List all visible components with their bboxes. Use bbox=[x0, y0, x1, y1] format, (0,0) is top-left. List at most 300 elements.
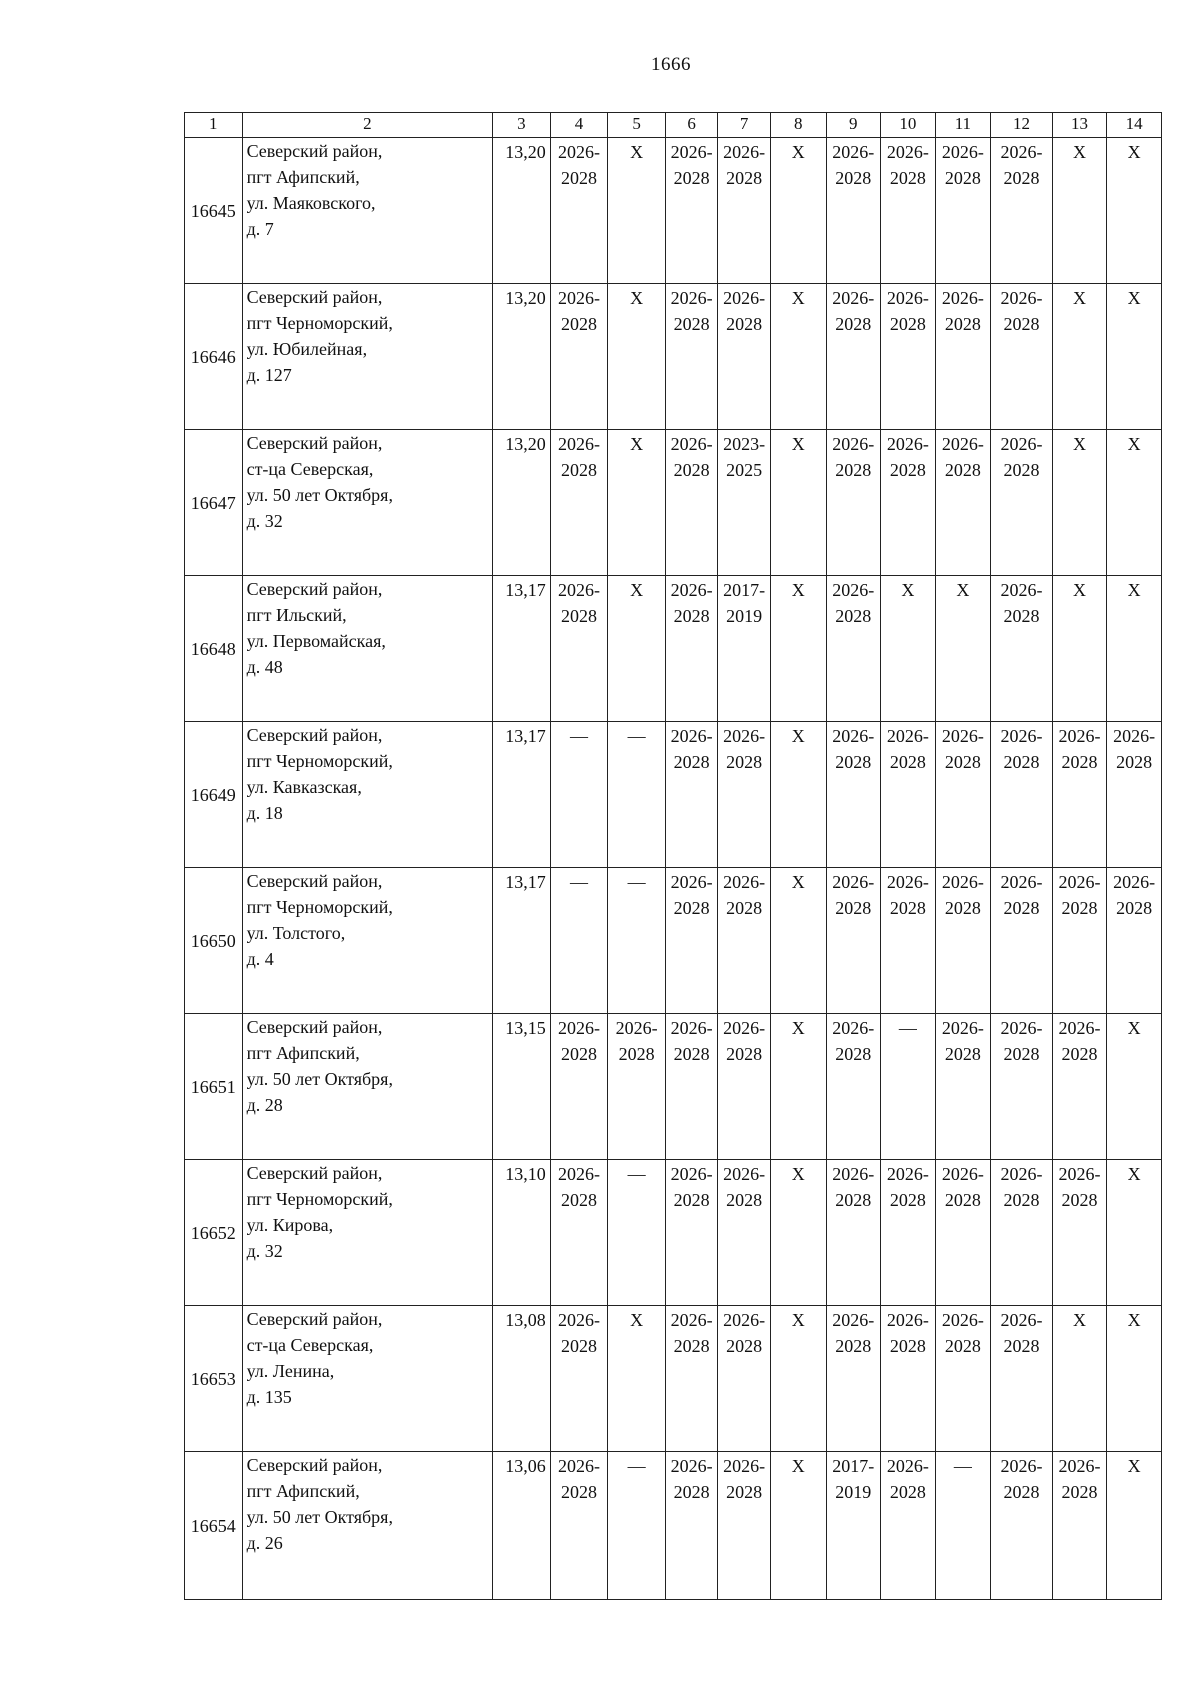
period-line: 2026- bbox=[832, 142, 875, 162]
period-line: Х bbox=[791, 726, 805, 746]
period-cell bbox=[608, 722, 666, 868]
table-row bbox=[185, 722, 1162, 868]
address-line: Северский район, bbox=[246, 871, 383, 891]
period-cell bbox=[881, 1306, 936, 1452]
address-line: ул. Первомайская, bbox=[246, 631, 386, 651]
period-line: 2028 bbox=[673, 1044, 710, 1064]
address-line: Северский район, bbox=[246, 725, 383, 745]
period-line: 2028 bbox=[726, 752, 763, 772]
period-line: 2028 bbox=[673, 460, 710, 480]
period-line: 2026- bbox=[723, 872, 766, 892]
period-line: 2028 bbox=[1061, 898, 1098, 918]
period-line: 2026- bbox=[558, 580, 600, 600]
table-row bbox=[185, 284, 1162, 430]
period-line: 2026- bbox=[1058, 1018, 1101, 1038]
period-line: 2026- bbox=[1058, 872, 1101, 892]
record-number: 16647 bbox=[185, 430, 243, 576]
table-row bbox=[185, 138, 1162, 284]
period-line: 2028 bbox=[1003, 1336, 1040, 1356]
address-cell bbox=[242, 1306, 493, 1452]
address-line: д. 32 bbox=[246, 1241, 283, 1261]
period-line: 2028 bbox=[835, 460, 872, 480]
period-line: 2026- bbox=[832, 434, 875, 454]
period-line: 2026- bbox=[1058, 1456, 1101, 1476]
period-line: 2026- bbox=[558, 434, 600, 454]
period-cell bbox=[881, 284, 936, 430]
period-line: 2026- bbox=[670, 872, 713, 892]
period-cell bbox=[550, 576, 608, 722]
period-cell bbox=[1052, 1452, 1107, 1600]
period-cell bbox=[550, 722, 608, 868]
period-cell bbox=[608, 284, 666, 430]
registry-table bbox=[184, 112, 1162, 1600]
period-cell bbox=[826, 576, 881, 722]
period-cell bbox=[1052, 1014, 1107, 1160]
period-cell bbox=[935, 1306, 991, 1452]
period-line: 2028 bbox=[944, 460, 981, 480]
value-cell: 13,17 bbox=[493, 722, 551, 868]
period-line: 2028 bbox=[1003, 460, 1040, 480]
period-line: 2026- bbox=[886, 1310, 929, 1330]
value-cell: 13,06 bbox=[493, 1452, 551, 1600]
period-line: — bbox=[570, 726, 588, 746]
period-line: 2028 bbox=[835, 1336, 872, 1356]
period-line: 2028 bbox=[889, 1190, 926, 1210]
period-line: 2026- bbox=[941, 434, 984, 454]
address-line: ул. Маяковского, bbox=[246, 193, 376, 213]
period-line: Х bbox=[901, 580, 915, 600]
period-cell bbox=[718, 576, 771, 722]
period-line: 2028 bbox=[673, 898, 710, 918]
period-line: 2026- bbox=[670, 1456, 713, 1476]
address-line: д. 4 bbox=[246, 949, 274, 969]
address-line: д. 135 bbox=[246, 1387, 292, 1407]
record-number: 16650 bbox=[185, 868, 243, 1014]
period-line: 2026- bbox=[670, 1310, 713, 1330]
period-line: 2028 bbox=[673, 314, 710, 334]
column-header: 4 bbox=[550, 113, 608, 138]
address-cell bbox=[242, 722, 493, 868]
period-line: — bbox=[570, 872, 588, 892]
period-line: 2028 bbox=[561, 1336, 597, 1356]
period-cell bbox=[608, 1452, 666, 1600]
address-cell bbox=[242, 284, 493, 430]
period-line: 2028 bbox=[1061, 1482, 1098, 1502]
value-cell: 13,15 bbox=[493, 1014, 551, 1160]
period-cell bbox=[881, 1452, 936, 1600]
period-cell bbox=[665, 1306, 718, 1452]
address-line: ст-ца Северская, bbox=[246, 459, 374, 479]
period-line: 2028 bbox=[1061, 752, 1098, 772]
address-line: д. 7 bbox=[246, 219, 274, 239]
period-cell bbox=[935, 430, 991, 576]
record-number: 16652 bbox=[185, 1160, 243, 1306]
period-cell bbox=[1052, 430, 1107, 576]
period-line: 2026- bbox=[558, 1310, 600, 1330]
period-cell bbox=[935, 1452, 991, 1600]
column-header: 2 bbox=[242, 113, 493, 138]
period-cell bbox=[1052, 868, 1107, 1014]
period-cell bbox=[1107, 722, 1162, 868]
period-cell bbox=[1052, 722, 1107, 868]
table-row bbox=[185, 1306, 1162, 1452]
period-cell bbox=[991, 430, 1053, 576]
value-cell: 13,17 bbox=[493, 576, 551, 722]
period-line: 2026- bbox=[670, 434, 713, 454]
period-line: 2026- bbox=[886, 288, 929, 308]
table-header bbox=[185, 113, 1162, 138]
period-cell bbox=[991, 284, 1053, 430]
period-cell bbox=[608, 1014, 666, 1160]
period-line: 2028 bbox=[944, 1044, 981, 1064]
period-line: Х bbox=[1073, 434, 1087, 454]
period-cell bbox=[1107, 576, 1162, 722]
period-cell bbox=[1107, 1452, 1162, 1600]
period-cell bbox=[550, 1160, 608, 1306]
period-line: 2026- bbox=[723, 1018, 766, 1038]
period-cell bbox=[608, 1160, 666, 1306]
period-line: 2026- bbox=[723, 726, 766, 746]
period-line: 2028 bbox=[673, 752, 710, 772]
period-cell bbox=[550, 1452, 608, 1600]
period-cell bbox=[826, 1160, 881, 1306]
period-cell bbox=[1052, 1306, 1107, 1452]
page-number: 1666 bbox=[651, 54, 691, 75]
period-line: 2017- bbox=[832, 1456, 875, 1476]
period-line: 2026- bbox=[1000, 1164, 1043, 1184]
period-cell bbox=[991, 868, 1053, 1014]
period-line: 2028 bbox=[673, 1336, 710, 1356]
period-line: 2026- bbox=[832, 288, 875, 308]
period-line: Х bbox=[1127, 142, 1141, 162]
address-line: ул. Кирова, bbox=[246, 1215, 334, 1235]
period-cell bbox=[991, 1306, 1053, 1452]
address-cell bbox=[242, 576, 493, 722]
period-line: Х bbox=[791, 1310, 805, 1330]
period-line: — bbox=[627, 872, 646, 892]
column-header: 7 bbox=[718, 113, 771, 138]
period-line: 2028 bbox=[889, 1482, 926, 1502]
period-line: 2028 bbox=[561, 460, 597, 480]
period-line: 2028 bbox=[561, 1482, 597, 1502]
record-number: 16648 bbox=[185, 576, 243, 722]
period-line: 2028 bbox=[1003, 1482, 1040, 1502]
period-line: Х bbox=[956, 580, 970, 600]
period-line: 2026- bbox=[670, 142, 713, 162]
period-line: 2028 bbox=[1061, 1044, 1098, 1064]
period-line: 2028 bbox=[835, 314, 872, 334]
address-line: ул. Ленина, bbox=[246, 1361, 335, 1381]
period-line: 2026- bbox=[670, 580, 713, 600]
period-line: 2028 bbox=[1003, 168, 1040, 188]
table-row bbox=[185, 1452, 1162, 1600]
period-line: Х bbox=[1127, 1310, 1141, 1330]
period-line: Х bbox=[791, 1164, 805, 1184]
value-cell: 13,20 bbox=[493, 430, 551, 576]
address-line: д. 26 bbox=[246, 1533, 283, 1553]
period-line: 2028 bbox=[1116, 752, 1153, 772]
period-line: 2026- bbox=[832, 726, 875, 746]
period-line: 2028 bbox=[835, 1044, 872, 1064]
period-cell bbox=[550, 138, 608, 284]
period-line: 2028 bbox=[1003, 752, 1040, 772]
period-line: 2026- bbox=[1000, 142, 1043, 162]
period-line: 2026- bbox=[1113, 872, 1156, 892]
period-line: 2028 bbox=[673, 606, 710, 626]
column-header: 10 bbox=[881, 113, 936, 138]
address-line: Северский район, bbox=[246, 433, 383, 453]
address-line: пгт Черноморский, bbox=[246, 751, 393, 771]
period-line: 2026- bbox=[941, 1018, 984, 1038]
period-line: Х bbox=[791, 434, 805, 454]
address-cell bbox=[242, 138, 493, 284]
period-cell bbox=[665, 138, 718, 284]
period-line: 2026- bbox=[886, 142, 929, 162]
period-cell bbox=[665, 430, 718, 576]
column-header: 11 bbox=[935, 113, 991, 138]
period-line: 2028 bbox=[561, 1044, 597, 1064]
period-line: Х bbox=[630, 288, 644, 308]
period-line: 2026- bbox=[886, 872, 929, 892]
period-line: 2028 bbox=[889, 752, 926, 772]
address-line: ул. Юбилейная, bbox=[246, 339, 368, 359]
period-line: 2026- bbox=[941, 1164, 984, 1184]
period-cell bbox=[881, 1160, 936, 1306]
period-line: 2026- bbox=[1000, 872, 1043, 892]
period-cell bbox=[826, 284, 881, 430]
period-cell bbox=[935, 868, 991, 1014]
period-line: 2019 bbox=[835, 1482, 872, 1502]
address-line: д. 127 bbox=[246, 365, 292, 385]
period-line: 2026- bbox=[1000, 434, 1043, 454]
period-line: 2028 bbox=[1003, 606, 1040, 626]
period-line: Х bbox=[791, 1018, 805, 1038]
period-line: 2026- bbox=[1000, 580, 1043, 600]
period-cell bbox=[770, 1160, 826, 1306]
period-line: 2028 bbox=[673, 168, 710, 188]
period-cell bbox=[935, 576, 991, 722]
period-cell bbox=[935, 722, 991, 868]
period-cell bbox=[935, 1160, 991, 1306]
period-cell bbox=[665, 868, 718, 1014]
period-cell bbox=[1107, 1306, 1162, 1452]
period-line: 2028 bbox=[1116, 898, 1153, 918]
period-cell bbox=[826, 138, 881, 284]
period-cell bbox=[718, 722, 771, 868]
period-cell bbox=[770, 1452, 826, 1600]
period-cell bbox=[718, 1014, 771, 1160]
address-line: пгт Черноморский, bbox=[246, 1189, 393, 1209]
address-line: пгт Афипский, bbox=[246, 167, 360, 187]
record-number: 16645 bbox=[185, 138, 243, 284]
record-number: 16651 bbox=[185, 1014, 243, 1160]
address-cell bbox=[242, 868, 493, 1014]
period-line: 2026- bbox=[558, 288, 600, 308]
period-line: 2028 bbox=[889, 460, 926, 480]
period-line: 2026- bbox=[670, 1164, 713, 1184]
address-line: Северский район, bbox=[246, 141, 383, 161]
period-cell bbox=[718, 1160, 771, 1306]
value-cell: 13,08 bbox=[493, 1306, 551, 1452]
period-line: 2026- bbox=[1113, 726, 1156, 746]
table-row bbox=[185, 868, 1162, 1014]
period-line: 2028 bbox=[561, 1190, 597, 1210]
period-cell bbox=[665, 576, 718, 722]
period-line: 2026- bbox=[723, 1164, 766, 1184]
address-line: д. 48 bbox=[246, 657, 283, 677]
period-cell bbox=[608, 138, 666, 284]
address-line: Северский район, bbox=[246, 579, 383, 599]
header-row bbox=[185, 113, 1162, 138]
period-line: Х bbox=[1127, 1456, 1141, 1476]
address-line: ст-ца Северская, bbox=[246, 1335, 374, 1355]
address-line: Северский район, bbox=[246, 1163, 383, 1183]
value-cell: 13,17 bbox=[493, 868, 551, 1014]
period-cell bbox=[1052, 576, 1107, 722]
period-cell bbox=[770, 868, 826, 1014]
record-number: 16654 bbox=[185, 1452, 243, 1600]
period-line: 2028 bbox=[944, 314, 981, 334]
period-line: 2019 bbox=[726, 606, 763, 626]
period-cell bbox=[665, 1160, 718, 1306]
period-cell bbox=[550, 284, 608, 430]
period-line: — bbox=[627, 1164, 646, 1184]
address-line: пгт Ильский, bbox=[246, 605, 347, 625]
period-line: 2028 bbox=[1003, 1044, 1040, 1064]
period-cell bbox=[1052, 284, 1107, 430]
period-line: Х bbox=[791, 872, 805, 892]
period-line: 2028 bbox=[726, 898, 763, 918]
period-cell bbox=[665, 1014, 718, 1160]
period-line: 2028 bbox=[561, 168, 597, 188]
column-header: 9 bbox=[826, 113, 881, 138]
address-line: д. 32 bbox=[246, 511, 283, 531]
period-line: 2028 bbox=[1003, 898, 1040, 918]
period-line: 2028 bbox=[618, 1044, 655, 1064]
period-cell bbox=[991, 138, 1053, 284]
address-line: пгт Афипский, bbox=[246, 1481, 360, 1501]
period-line: 2028 bbox=[835, 1190, 872, 1210]
period-line: 2023- bbox=[723, 434, 766, 454]
period-line: 2026- bbox=[886, 1456, 929, 1476]
period-line: — bbox=[627, 726, 646, 746]
period-line: 2028 bbox=[561, 314, 597, 334]
period-cell bbox=[881, 722, 936, 868]
address-line: пгт Черноморский, bbox=[246, 313, 393, 333]
period-cell bbox=[826, 1014, 881, 1160]
period-cell bbox=[935, 284, 991, 430]
value-cell: 13,20 bbox=[493, 284, 551, 430]
period-cell bbox=[718, 284, 771, 430]
period-line: Х bbox=[1073, 580, 1087, 600]
period-cell bbox=[770, 138, 826, 284]
period-cell bbox=[770, 1014, 826, 1160]
period-cell bbox=[991, 1160, 1053, 1306]
period-line: 2028 bbox=[944, 1336, 981, 1356]
address-line: ул. Толстого, bbox=[246, 923, 346, 943]
period-line: Х bbox=[1127, 580, 1141, 600]
column-header: 8 bbox=[770, 113, 826, 138]
period-cell bbox=[935, 1014, 991, 1160]
table-row bbox=[185, 1014, 1162, 1160]
period-line: 2028 bbox=[835, 168, 872, 188]
period-cell bbox=[770, 576, 826, 722]
table-row bbox=[185, 576, 1162, 722]
value-cell: 13,10 bbox=[493, 1160, 551, 1306]
period-line: — bbox=[953, 1456, 972, 1476]
address-line: пгт Афипский, bbox=[246, 1043, 360, 1063]
table-row bbox=[185, 430, 1162, 576]
period-line: 2028 bbox=[726, 1482, 763, 1502]
period-cell bbox=[1052, 138, 1107, 284]
period-line: 2026- bbox=[941, 726, 984, 746]
period-cell bbox=[1107, 430, 1162, 576]
period-line: 2026- bbox=[832, 1018, 875, 1038]
period-line: 2026- bbox=[941, 872, 984, 892]
period-cell bbox=[770, 284, 826, 430]
record-number: 16653 bbox=[185, 1306, 243, 1452]
column-header: 5 bbox=[608, 113, 666, 138]
address-line: ул. 50 лет Октября, bbox=[246, 1507, 393, 1527]
period-line: 2026- bbox=[941, 288, 984, 308]
address-cell bbox=[242, 1014, 493, 1160]
period-line: 2026- bbox=[1000, 1456, 1043, 1476]
period-line: 2026- bbox=[1058, 1164, 1101, 1184]
period-line: 2028 bbox=[726, 1044, 763, 1064]
period-cell bbox=[991, 722, 1053, 868]
period-cell bbox=[550, 1306, 608, 1452]
period-line: 2026- bbox=[886, 1164, 929, 1184]
period-cell bbox=[991, 1014, 1053, 1160]
address-cell bbox=[242, 430, 493, 576]
address-line: Северский район, bbox=[246, 1455, 383, 1475]
period-cell bbox=[935, 138, 991, 284]
period-line: 2026- bbox=[723, 1310, 766, 1330]
period-line: Х bbox=[630, 580, 644, 600]
period-line: 2026- bbox=[832, 872, 875, 892]
period-line: 2028 bbox=[726, 168, 763, 188]
period-cell bbox=[608, 430, 666, 576]
column-header: 3 bbox=[493, 113, 551, 138]
period-line: 2026- bbox=[1058, 726, 1101, 746]
period-line: Х bbox=[1127, 1018, 1141, 1038]
period-cell bbox=[826, 722, 881, 868]
period-cell bbox=[718, 868, 771, 1014]
period-line: Х bbox=[791, 142, 805, 162]
period-line: 2028 bbox=[673, 1190, 710, 1210]
address-line: Северский район, bbox=[246, 1017, 383, 1037]
period-line: 2028 bbox=[944, 1190, 981, 1210]
period-line: Х bbox=[630, 142, 644, 162]
record-number: 16646 bbox=[185, 284, 243, 430]
period-line: 2026- bbox=[1000, 288, 1043, 308]
table-body bbox=[185, 138, 1162, 1600]
period-cell bbox=[881, 138, 936, 284]
period-line: 2028 bbox=[835, 898, 872, 918]
period-line: 2028 bbox=[944, 752, 981, 772]
period-line: — bbox=[898, 1018, 917, 1038]
period-cell bbox=[1107, 868, 1162, 1014]
period-line: 2017- bbox=[723, 580, 766, 600]
period-cell bbox=[1107, 1014, 1162, 1160]
period-cell bbox=[1107, 284, 1162, 430]
period-line: 2026- bbox=[558, 1164, 600, 1184]
period-line: 2026- bbox=[670, 1018, 713, 1038]
period-cell bbox=[1107, 1160, 1162, 1306]
period-line: 2026- bbox=[832, 1310, 875, 1330]
address-line: Северский район, bbox=[246, 287, 383, 307]
period-line: 2026- bbox=[723, 142, 766, 162]
